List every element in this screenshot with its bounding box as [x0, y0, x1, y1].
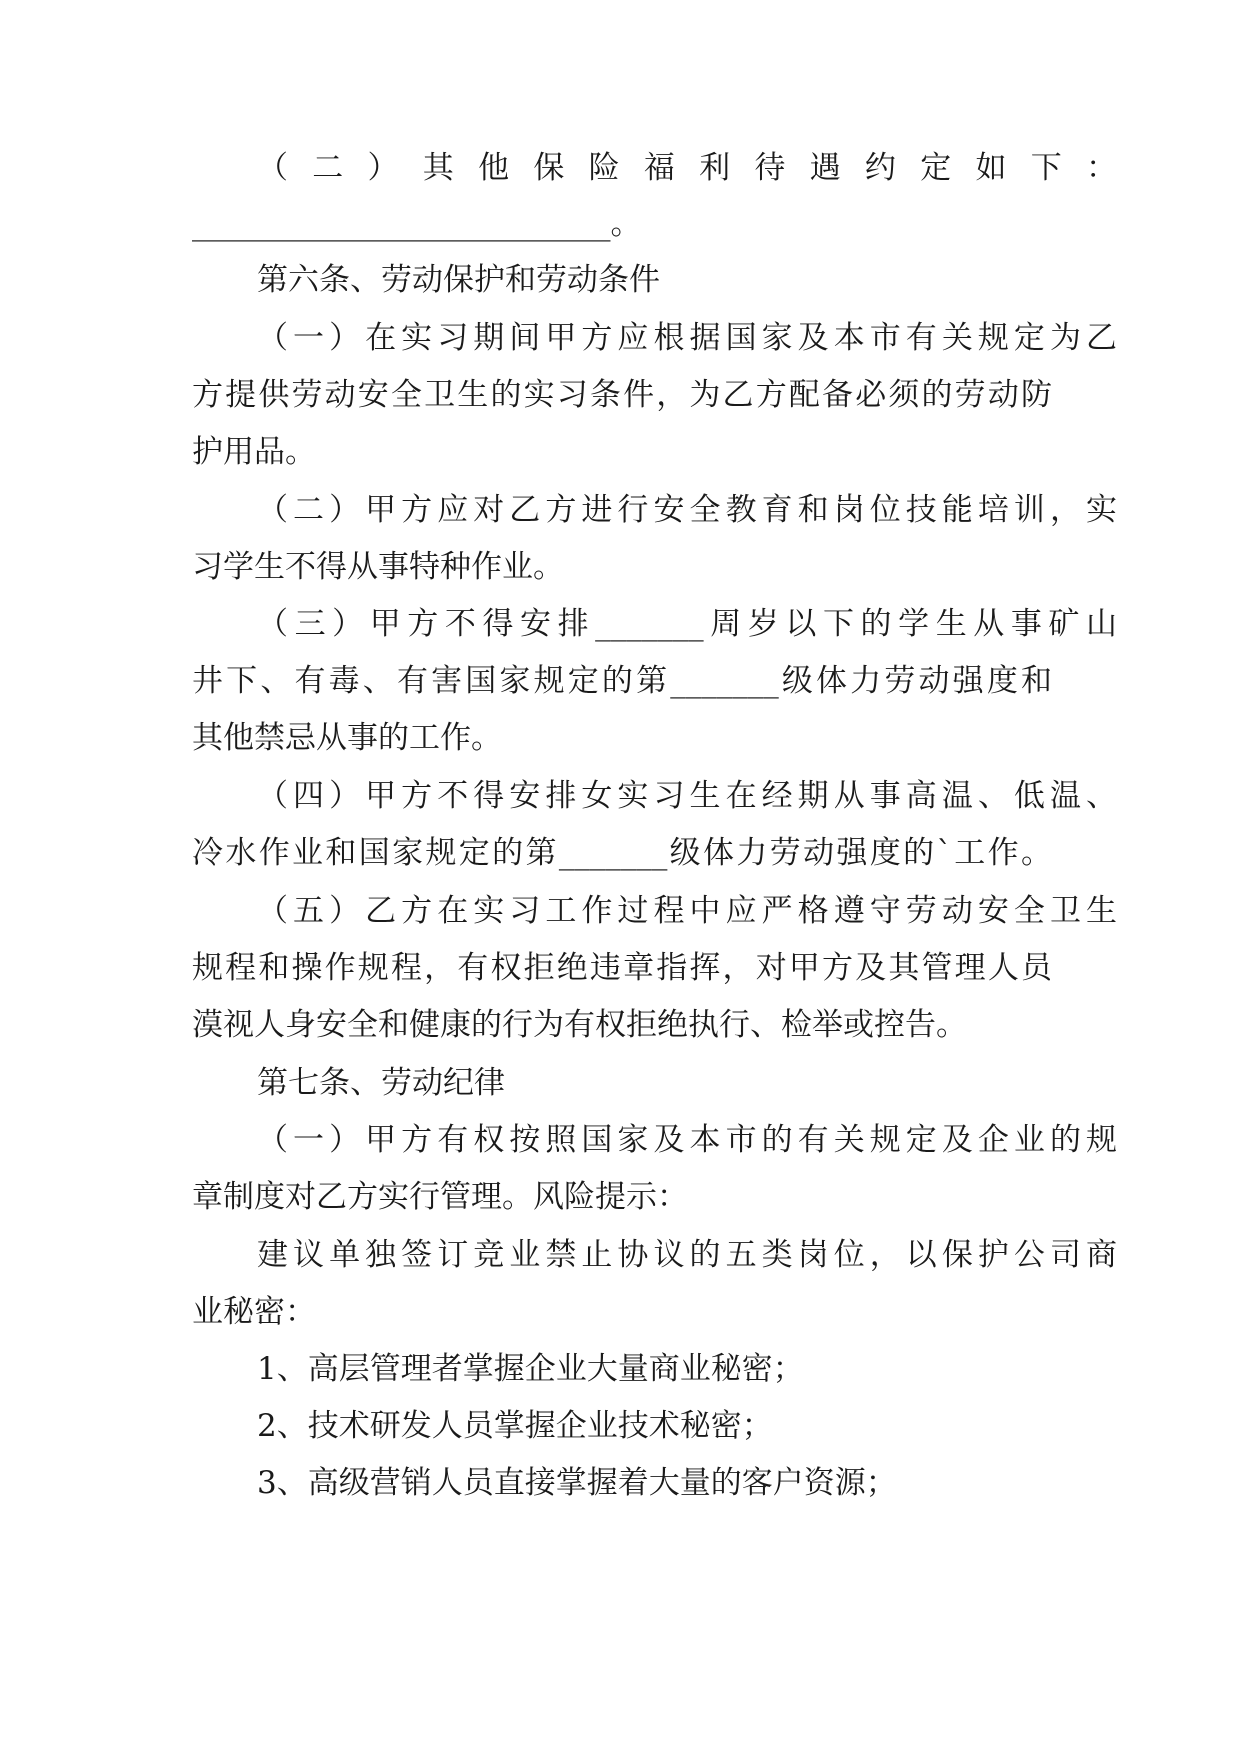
- paragraph-line: （三）甲方不得安排_______周岁以下的学生从事矿山: [257, 606, 1117, 642]
- paragraph-line: （一）在实习期间甲方应根据国家及本市有关规定为乙: [257, 320, 1117, 356]
- paragraph-line: （二）甲方应对乙方进行安全教育和岗位技能培训，实: [257, 492, 1117, 528]
- article-7-heading: 第七条、劳动纪律: [257, 1065, 505, 1101]
- blank-fill-line: ___________________________。: [192, 206, 642, 242]
- paragraph-line: 漠视人身安全和健康的行为有权拒绝执行、检举或控告。: [192, 1007, 967, 1043]
- list-item: 2、技术研发人员掌握企业技术秘密；: [257, 1408, 773, 1444]
- paragraph-line: 业秘密：: [192, 1294, 316, 1330]
- list-item: 3、高级营销人员直接掌握着大量的客户资源；: [257, 1465, 897, 1501]
- paragraph-line: 冷水作业和国家规定的第_______级体力劳动强度的`工作。: [192, 835, 1052, 871]
- paragraph-line: 护用品。: [192, 434, 316, 470]
- paragraph-line: （五）乙方在实习工作过程中应严格遵守劳动安全卫生: [257, 893, 1117, 929]
- list-item: 1、高层管理者掌握企业大量商业秘密；: [257, 1351, 804, 1387]
- paragraph-line: 井下、有毒、有害国家规定的第_______级体力劳动强度和: [192, 663, 1052, 699]
- paragraph-line: 章制度对乙方实行管理。风险提示：: [192, 1179, 688, 1215]
- paragraph-line: 规程和操作规程，有权拒绝违章指挥，对甲方及其管理人员: [192, 950, 1052, 986]
- article-6-heading: 第六条、劳动保护和劳动条件: [257, 262, 660, 298]
- paragraph-line: 方提供劳动安全卫生的实习条件，为乙方配备必须的劳动防: [192, 377, 1052, 413]
- paragraph-line: （一）甲方有权按照国家及本市的有关规定及企业的规: [257, 1122, 1117, 1158]
- paragraph-line: （四）甲方不得安排女实习生在经期从事高温、低温、: [257, 778, 1117, 814]
- paragraph-line: 习学生不得从事特种作业。: [192, 549, 564, 585]
- clause-5-2-text: （二）其他保险福利待遇约定如下：: [257, 150, 1117, 186]
- paragraph-line: 其他禁忌从事的工作。: [192, 720, 502, 756]
- paragraph-line: 建议单独签订竞业禁止协议的五类岗位，以保护公司商: [257, 1237, 1117, 1273]
